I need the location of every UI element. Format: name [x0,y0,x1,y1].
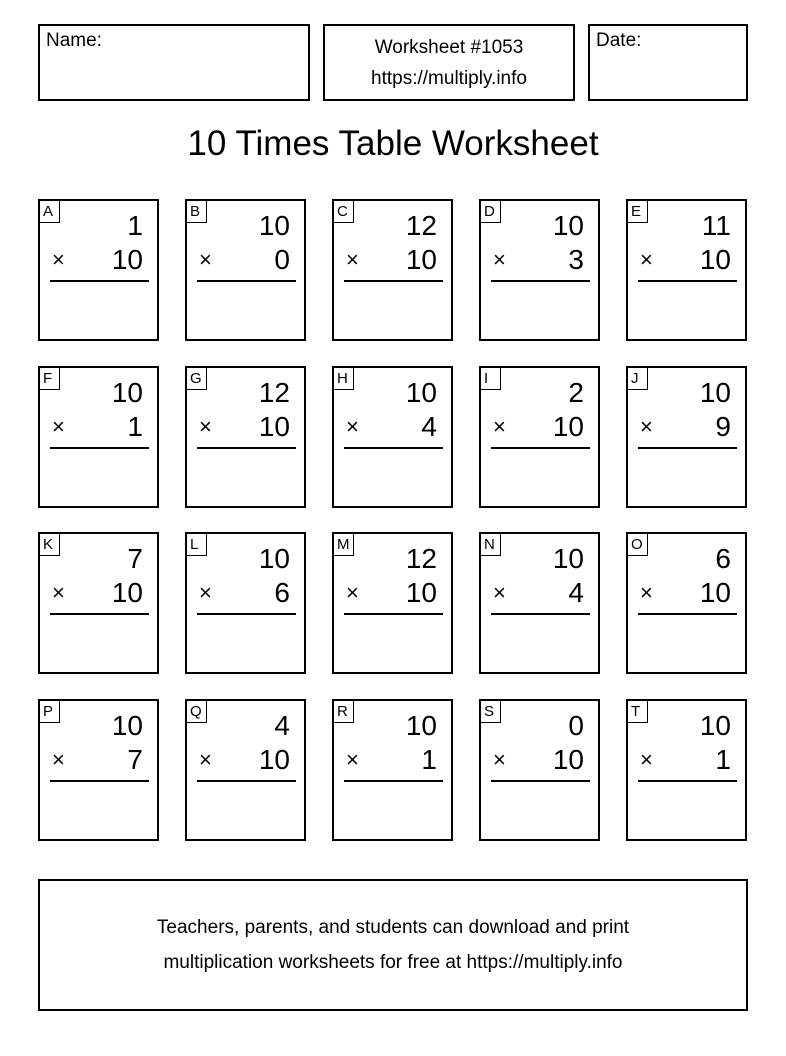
multiply-sign: × [52,747,65,772]
problem-letter: R [334,701,354,723]
problem-bottom-number: 6 [274,577,290,608]
problem-letter: J [628,368,648,390]
problem-bottom-number: 10 [258,411,290,442]
problem-top-number: 11 [701,210,731,241]
problem-bottom-number: 4 [568,577,584,608]
problem-top-number: 10 [405,710,437,741]
problem-top-number: 12 [258,377,290,408]
problem-letter: P [40,701,60,723]
multiply-sign: × [493,247,506,272]
multiply-sign: × [493,414,506,439]
problem-card[interactable] [479,366,600,508]
problem-card[interactable] [626,699,747,841]
answer-line [50,613,149,615]
problem-letter: N [481,534,501,556]
problem-card[interactable] [38,699,159,841]
answer-line [638,613,737,615]
problem-top-number: 10 [258,210,290,241]
worksheet-url: https://multiply.info [371,67,527,89]
multiply-sign: × [199,747,212,772]
problem-top-number: 6 [715,543,731,574]
answer-line [197,613,296,615]
answer-line [344,780,443,782]
problem-card[interactable] [332,199,453,341]
problem-letter: B [187,201,207,223]
date-label: Date: [596,30,642,51]
answer-line [638,780,737,782]
multiply-sign: × [199,247,212,272]
answer-line [638,280,737,282]
problem-letter: C [334,201,354,223]
page-title: 10 Times Table Worksheet [187,124,599,163]
answer-line [491,780,590,782]
problem-bottom-number: 3 [568,244,584,275]
problem-top-number: 10 [552,210,584,241]
multiply-sign: × [640,580,653,605]
multiply-sign: × [52,247,65,272]
name-box[interactable] [38,24,310,101]
footer-line-2: multiplication worksheets for free at https://multiply.info [163,952,623,973]
problem-bottom-number: 10 [258,744,290,775]
multiply-sign: × [493,747,506,772]
problem-card[interactable] [332,366,453,508]
problem-bottom-number: 10 [111,244,143,275]
problem-letter: L [187,534,207,556]
answer-line [491,447,590,449]
problem-top-number: 10 [111,377,143,408]
problem-top-number: 1 [127,210,143,241]
problem-top-number: 2 [568,377,584,408]
problem-bottom-number: 10 [405,577,437,608]
problem-letter: O [628,534,648,556]
problem-bottom-number: 10 [552,744,584,775]
problem-bottom-number: 10 [699,577,731,608]
answer-line [344,447,443,449]
problem-letter: I [481,368,501,390]
problem-top-number: 12 [405,210,437,241]
problem-top-number: 10 [258,543,290,574]
problem-card[interactable] [38,199,159,341]
multiply-sign: × [199,414,212,439]
answer-line [197,780,296,782]
problem-card[interactable] [626,532,747,674]
problem-card[interactable] [185,699,306,841]
problem-bottom-number: 0 [274,244,290,275]
problem-top-number: 0 [568,710,584,741]
answer-line [197,447,296,449]
problem-top-number: 10 [699,710,731,741]
problem-bottom-number: 1 [127,411,143,442]
problem-letter: G [187,368,207,390]
multiply-sign: × [640,247,653,272]
answer-line [50,447,149,449]
problem-letter: H [334,368,354,390]
problem-top-number: 12 [405,543,437,574]
problem-card[interactable] [332,699,453,841]
problem-letter: F [40,368,60,390]
problem-card[interactable] [38,532,159,674]
problem-card[interactable] [332,532,453,674]
multiply-sign: × [346,580,359,605]
problem-letter: D [481,201,501,223]
problem-bottom-number: 10 [552,411,584,442]
problem-card[interactable] [626,366,747,508]
problem-card[interactable] [479,199,600,341]
problem-top-number: 4 [274,710,290,741]
answer-line [50,780,149,782]
problem-bottom-number: 1 [421,744,437,775]
problem-card[interactable] [626,199,747,341]
multiply-sign: × [52,580,65,605]
problem-top-number: 7 [127,543,143,574]
multiply-sign: × [346,414,359,439]
worksheet-info-box [323,24,575,101]
problem-bottom-number: 10 [111,577,143,608]
multiply-sign: × [346,747,359,772]
problem-bottom-number: 7 [127,744,143,775]
date-box[interactable] [588,24,748,101]
problem-bottom-number: 1 [715,744,731,775]
multiply-sign: × [199,580,212,605]
problem-letter: T [628,701,648,723]
answer-line [197,280,296,282]
problem-letter: E [628,201,648,223]
problem-card[interactable] [38,366,159,508]
problem-bottom-number: 9 [715,411,731,442]
answer-line [344,613,443,615]
multiply-sign: × [52,414,65,439]
multiply-sign: × [346,247,359,272]
footer-box [38,879,748,1011]
problem-letter: S [481,701,501,723]
worksheet-number: Worksheet #1053 [374,36,524,58]
problem-top-number: 10 [405,377,437,408]
problem-letter: K [40,534,60,556]
answer-line [50,280,149,282]
multiply-sign: × [493,580,506,605]
answer-line [638,447,737,449]
problem-card[interactable] [185,366,306,508]
multiply-sign: × [640,414,653,439]
problem-card[interactable] [479,699,600,841]
problem-top-number: 10 [699,377,731,408]
problem-bottom-number: 4 [421,411,437,442]
problem-letter: M [334,534,354,556]
answer-line [344,280,443,282]
problem-card[interactable] [185,199,306,341]
answer-line [491,280,590,282]
name-label: Name: [46,30,102,51]
problem-letter: A [40,201,60,223]
answer-line [491,613,590,615]
problem-top-number: 10 [552,543,584,574]
multiply-sign: × [640,747,653,772]
footer-line-1: Teachers, parents, and students can download and print [156,917,630,938]
problem-card[interactable] [479,532,600,674]
problem-card[interactable] [185,532,306,674]
problem-bottom-number: 10 [405,244,437,275]
problem-top-number: 10 [111,710,143,741]
problem-bottom-number: 10 [699,244,731,275]
problem-letter: Q [187,701,207,723]
